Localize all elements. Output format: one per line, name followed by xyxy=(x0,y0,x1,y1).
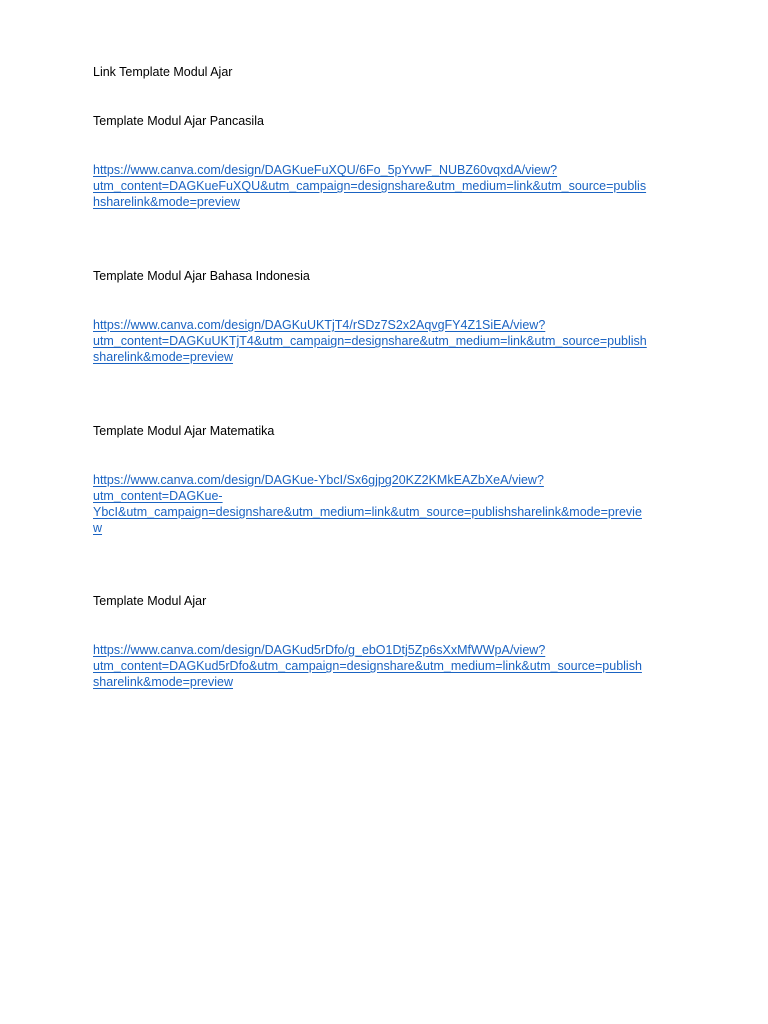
section-title-modul-ajar: Template Modul Ajar xyxy=(93,594,207,608)
link-line: YbcI&utm_campaign=designshare&utm_medium=link&utm_source=publishsharelink&mode=previe xyxy=(93,505,642,519)
section-title-bahasa-indonesia: Template Modul Ajar Bahasa Indonesia xyxy=(93,269,310,283)
section-title-pancasila: Template Modul Ajar Pancasila xyxy=(93,114,264,128)
section-title-matematika: Template Modul Ajar Matematika xyxy=(93,424,275,438)
link-line: w xyxy=(93,521,103,535)
link-bahasa-indonesia[interactable] xyxy=(93,317,675,365)
link-line: sharelink&mode=preview xyxy=(93,350,234,364)
link-line: utm_content=DAGKueFuXQU&utm_campaign=designshare&utm_medium=link&utm_source=publis xyxy=(93,179,647,193)
link-modul-ajar[interactable] xyxy=(93,642,675,690)
link-line: https://www.canva.com/design/DAGKud5rDfo/g_ebO1Dtj5Zp6sXxMfWWpA/view? xyxy=(93,643,546,657)
link-line: hsharelink&mode=preview xyxy=(93,195,240,209)
link-line: utm_content=DAGKuUKTjT4&utm_campaign=designshare&utm_medium=link&utm_source=publish xyxy=(93,334,647,348)
link-matematika[interactable] xyxy=(93,472,675,536)
link-pancasila[interactable] xyxy=(93,162,675,210)
document-heading: Link Template Modul Ajar xyxy=(93,65,233,79)
link-line: https://www.canva.com/design/DAGKueFuXQU/6Fo_5pYvwF_NUBZ60vqxdA/view? xyxy=(93,163,558,177)
link-line: https://www.canva.com/design/DAGKue-YbcI/Sx6gjpg20KZ2KMkEAZbXeA/view? xyxy=(93,473,544,487)
link-line: sharelink&mode=preview xyxy=(93,675,234,689)
link-line: utm_content=DAGKue- xyxy=(93,489,223,503)
link-line: https://www.canva.com/design/DAGKuUKTjT4/rSDz7S2x2AqvgFY4Z1SiEA/view? xyxy=(93,318,546,332)
link-line: utm_content=DAGKud5rDfo&utm_campaign=designshare&utm_medium=link&utm_source=publish xyxy=(93,659,642,673)
